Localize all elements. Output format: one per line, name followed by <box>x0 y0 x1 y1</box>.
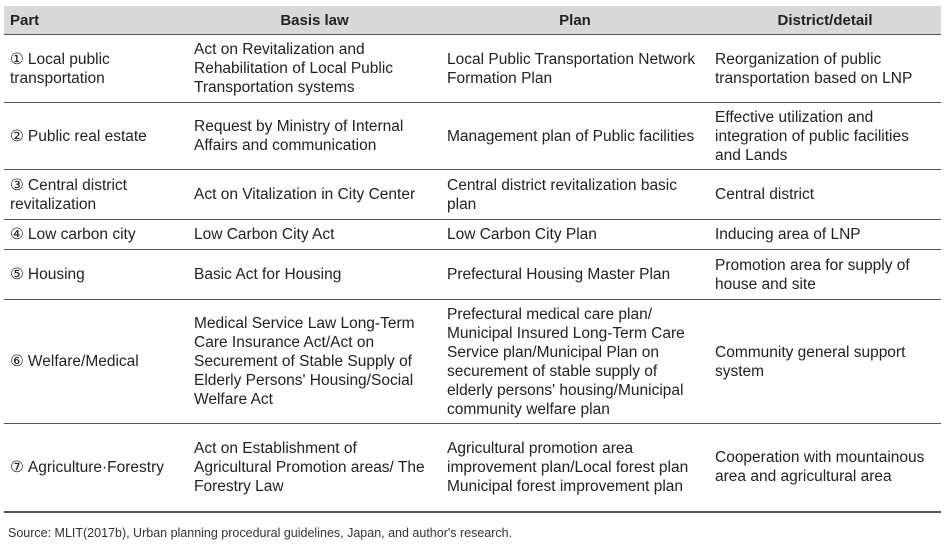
part-cell <box>4 424 188 512</box>
row-number: ④ <box>10 226 24 243</box>
law-cell: Basic Act for Housing <box>188 250 441 300</box>
part-cell <box>4 250 188 300</box>
law-cell: Medical Service Law Long-Term Care Insurance Act/Act on Securement of Stable Supply of Elderly Persons' Housing/Social Welfare Act <box>188 300 441 424</box>
law-cell: Act on Revitalization and Rehabilitation of Local Public Transportation systems <box>188 35 441 103</box>
part-cell <box>4 35 188 103</box>
detail-cell: Inducing area of LNP <box>709 220 941 250</box>
plan-cell: Low Carbon City Plan <box>441 220 709 250</box>
table-row <box>4 103 941 170</box>
detail-cell: Community general support system <box>709 300 941 424</box>
row-number: ③ <box>10 176 24 194</box>
plan-cell: Local Public Transportation Network Formation Plan <box>441 35 709 103</box>
table-row <box>4 424 941 512</box>
part-label: Low carbon city <box>27 226 136 243</box>
part-cell <box>4 300 188 424</box>
header-district-detail: District/detail <box>709 6 941 35</box>
part-label: Central district revitalization <box>10 176 127 213</box>
law-cell: Low Carbon City Act <box>188 220 441 250</box>
table-row <box>4 250 941 300</box>
table-row <box>4 300 941 424</box>
plan-cell: Prefectural Housing Master Plan <box>441 250 709 300</box>
part-label: Welfare/Medical <box>27 353 139 370</box>
part-cell <box>4 170 188 220</box>
row-number: ⑤ <box>10 266 24 283</box>
header-basis-law: Basis law <box>188 6 441 35</box>
row-number: ⑦ <box>10 458 24 476</box>
detail-cell: Cooperation with mountainous area and agricultural area <box>709 424 941 512</box>
law-cell: Act on Vitalization in City Center <box>188 170 441 220</box>
data-table <box>4 6 941 513</box>
part-label: Local public transportation <box>10 50 110 87</box>
part-cell <box>4 220 188 250</box>
law-cell: Act on Establishment of Agricultural Promotion areas/ The Forestry Law <box>188 424 441 512</box>
part-label: Housing <box>27 266 85 283</box>
plan-cell: Central district revitalization basic plan <box>441 170 709 220</box>
header-part: Part <box>4 6 188 35</box>
table-row <box>4 170 941 220</box>
row-number: ② <box>10 127 24 145</box>
part-cell <box>4 103 188 170</box>
detail-cell: Promotion area for supply of house and site <box>709 250 941 300</box>
row-number: ① <box>10 50 24 68</box>
header-row <box>4 6 941 35</box>
law-cell: Request by Ministry of Internal Affairs and communication <box>188 103 441 170</box>
header-plan: Plan <box>441 6 709 35</box>
source-note: Source: MLIT(2017b), Urban planning procedural guidelines, Japan, and author's research. <box>8 526 513 540</box>
plan-cell: Management plan of Public facilities <box>441 103 709 170</box>
table-row <box>4 220 941 250</box>
part-label: Agriculture·Forestry <box>27 458 164 476</box>
plan-cell: Agricultural promotion area improvement plan/Local forest plan Municipal forest improvement plan <box>441 424 709 512</box>
table-row <box>4 35 941 103</box>
detail-cell: Reorganization of public transportation based on LNP <box>709 35 941 103</box>
detail-cell: Effective utilization and integration of public facilities and Lands <box>709 103 941 170</box>
row-number: ⑥ <box>10 353 24 370</box>
part-label: Public real estate <box>27 127 147 145</box>
detail-cell: Central district <box>709 170 941 220</box>
plan-cell: Prefectural medical care plan/ Municipal Insured Long-Term Care Service plan/Municipal Plan on securement of stable supply of elderly persons' housing/Municipal community welfare plan <box>441 300 709 424</box>
